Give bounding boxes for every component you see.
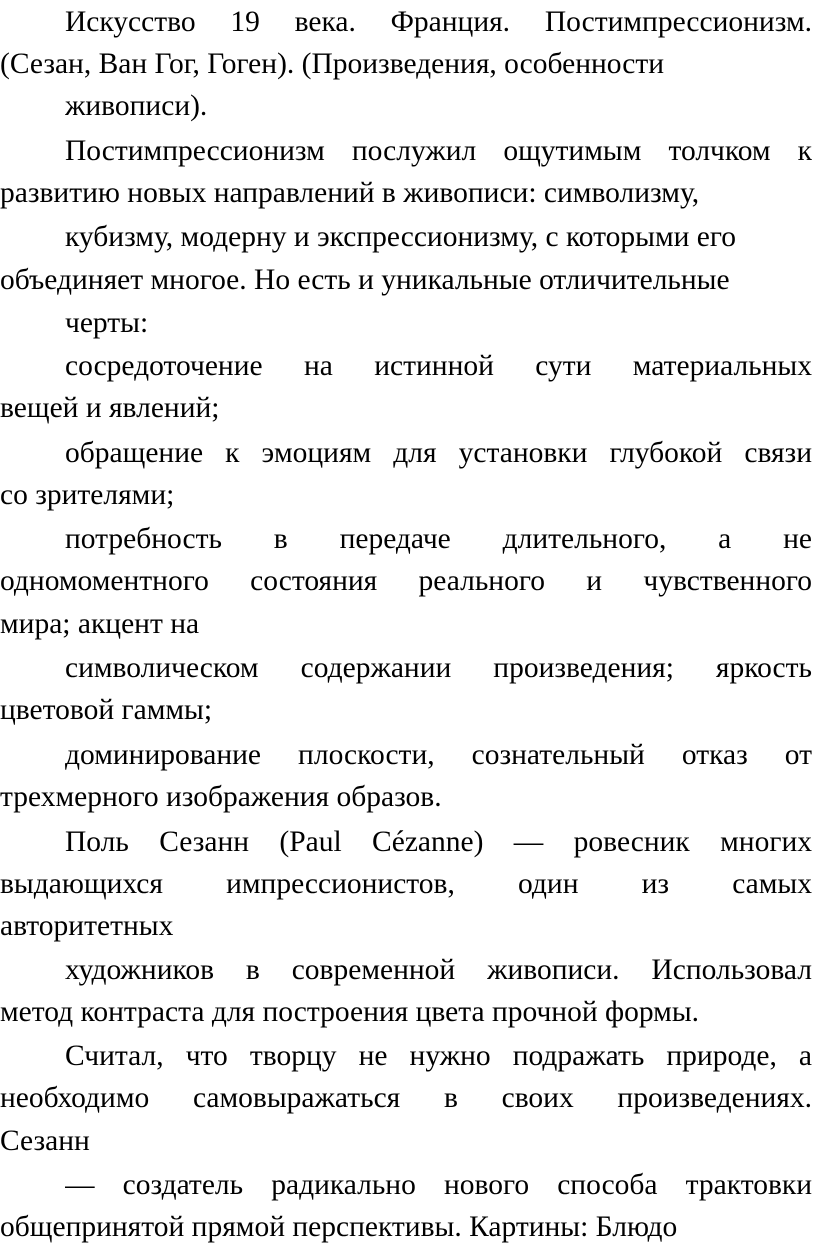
text-line: живописи). [65,90,208,122]
text-line: (Сезан, Ван Гог, Гоген). (Произведения, особенности [0,48,665,80]
text-line: Искусство 19 века. Франция. Постимпрессионизм. [65,6,812,38]
text-line: со зрителями; [0,479,175,511]
text-line: художников в современной живописи. Использовал [65,954,812,986]
text-line: сосредоточение на истинной сути материальных [65,350,812,382]
text-line: объединяет многое. Но есть и уникальные отличительные [0,264,730,296]
text-line: черты: [65,307,149,339]
text-line: развитию новых направлений в живописи: символизму, [0,177,700,209]
text-line: цветовой гаммы; [0,694,213,726]
text-line: Постимпрессионизм послужил ощутимым толчком к [65,135,812,167]
text-line: потребность в передаче длительного, а не [65,523,812,555]
text-line: общепринятой прямой перспективы. Картины: Блюдо [0,1211,678,1243]
text-line: одномоментного состояния реального и чувственного [0,565,812,597]
text-line: мира; акцент на [0,608,200,640]
text-line: авторитетных [0,910,174,942]
text-line: вещей и явлений; [0,392,220,424]
text-line: Сезанн [0,1125,90,1157]
text-line: необходимо самовыражаться в своих произведениях. [0,1082,812,1114]
text-line: Считал, что творцу не нужно подражать природе, а [65,1040,812,1072]
text-line: трехмерного изображения образов. [0,781,442,813]
text-line: Поль Сезанн (Paul Cézanne) — ровесник многих [65,826,812,858]
text-line: обращение к эмоциям для установки глубокой связи [65,437,812,469]
text-line: — создатель радикально нового способа трактовки [65,1169,812,1201]
text-line: символическом содержании произведения; яркость [65,652,812,684]
text-line: кубизму, модерну и экспрессионизму, с которыми его [65,221,737,253]
text-line: выдающихся импрессионистов, один из самых [0,868,812,900]
text-line: доминирование плоскости, сознательный отказ от [65,739,812,771]
text-line: метод контраста для построения цвета прочной формы. [0,996,700,1028]
